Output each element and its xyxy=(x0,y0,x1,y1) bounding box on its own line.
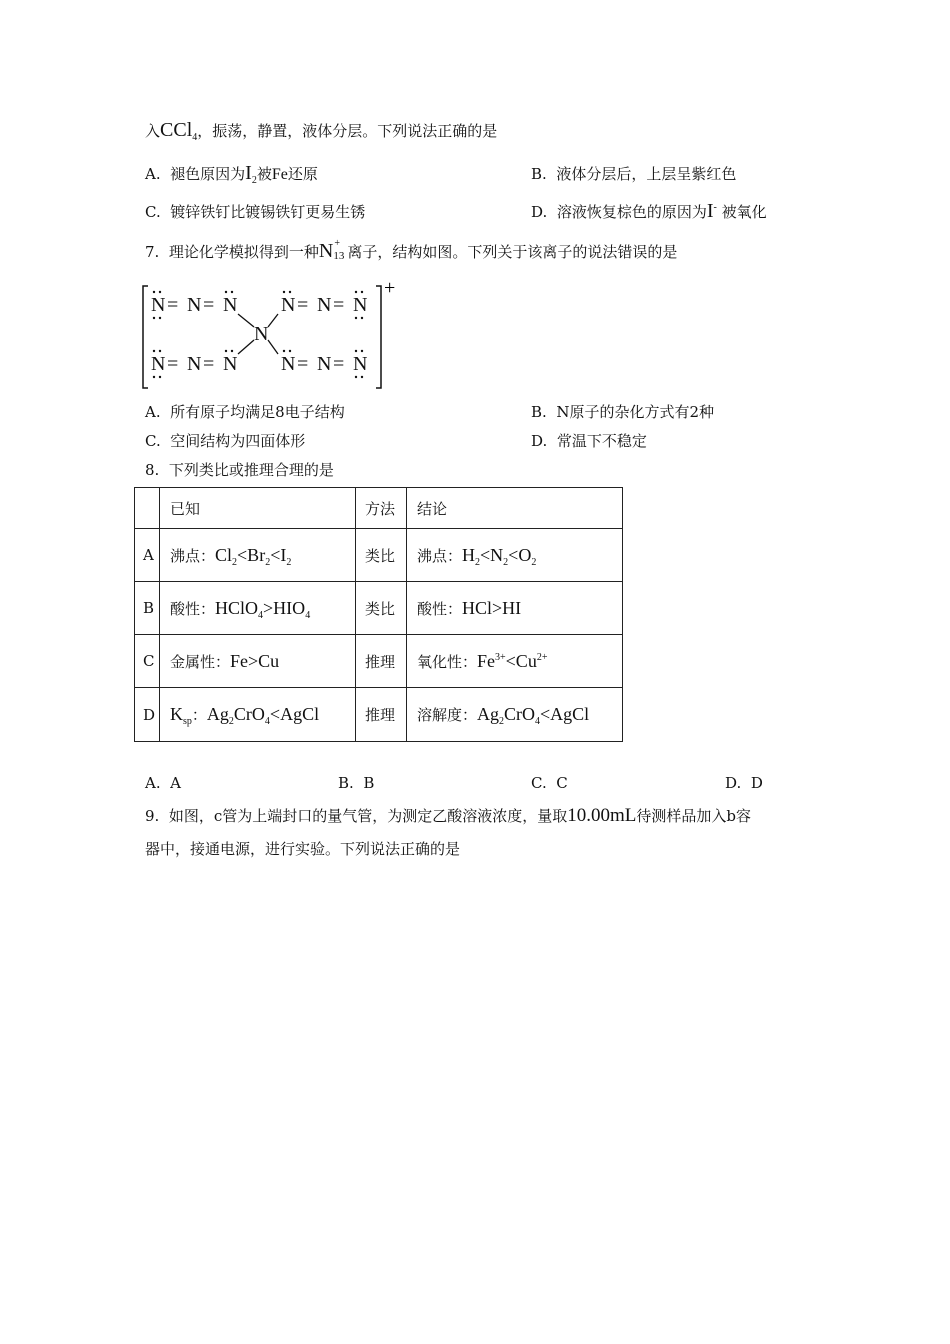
q6-option-b[interactable]: B. 液体分层后，上层呈紫红色 xyxy=(531,165,737,183)
bond-double: = xyxy=(333,294,345,316)
q7-option-d[interactable]: D. 常温下不稳定 xyxy=(531,432,647,450)
bond-double: = xyxy=(297,294,309,316)
bond-double: = xyxy=(203,353,215,375)
q6-option-a[interactable]: A. 褪色原因为$I_2$被Fe还原 xyxy=(145,162,318,186)
ccl4-formula: CCl$_4$ xyxy=(160,119,198,143)
volume-value: 10.00mL xyxy=(567,805,637,826)
q8-answer-a[interactable]: A. A xyxy=(145,774,181,792)
table-row: B 酸性：$HClO_4>HIO_4$ 类比 酸性：HCl>HI xyxy=(135,582,623,635)
header-known: 已知 xyxy=(160,488,356,529)
atom-n: N xyxy=(187,294,202,316)
comparison-table xyxy=(134,487,623,742)
q8-answer-b[interactable]: B. B xyxy=(338,774,375,792)
q7-option-b[interactable]: B. N原子的杂化方式有2种 xyxy=(531,403,715,421)
n13-ion: N + 13 xyxy=(318,238,345,262)
q9-stem-line1: 9. 如图，c管为上端封口的量气管，为测定乙酸溶液浓度，量取10.00mL待测样品加入b容 xyxy=(145,805,752,826)
atom-n: N xyxy=(353,353,368,375)
atom-n-central: N xyxy=(254,323,269,345)
bond-double: = xyxy=(297,353,309,375)
q6-prefix: 入 xyxy=(145,122,161,140)
q7-option-a[interactable]: A. 所有原子均满足8电子结构 xyxy=(145,403,345,421)
bond-double: = xyxy=(203,294,215,316)
header-method: 方法 xyxy=(356,488,407,529)
atom-n: N xyxy=(151,294,166,316)
q7-option-c[interactable]: C. 空间结构为四面体形 xyxy=(145,432,306,450)
atom-n: N xyxy=(281,353,296,375)
atom-n: N xyxy=(151,353,166,375)
q6-option-d[interactable]: D. 溶液恢复棕色的原因为I- 被氧化 xyxy=(531,200,767,222)
n13-structure-diagram xyxy=(138,278,408,393)
table-header-row xyxy=(135,488,623,529)
atom-n: N xyxy=(281,294,296,316)
q8-stem: 8. 下列类比或推理合理的是 xyxy=(145,461,334,479)
charge-plus: + xyxy=(384,278,396,299)
q7-stem: 7. 理论化学模拟得到一种N + 13 离子，结构如图。下列关于该离子的说法错误的是 xyxy=(145,238,678,262)
q6-stem xyxy=(145,119,497,142)
atom-n: N xyxy=(223,353,238,375)
atom-n: N xyxy=(317,294,332,316)
table-row: A 沸点：$Cl_2<Br_2<I_2$ 类比 沸点：$H_2<N_2<O_2$ xyxy=(135,529,623,582)
atom-n: N xyxy=(187,353,202,375)
q9-stem-line2: 器中，接通电源，进行实验。下列说法正确的是 xyxy=(145,840,461,858)
table-row: D $K_{sp}$：$Ag_2CrO_4<AgCl$ 推理 溶解度：$Ag_2CrO_4<AgCl$ xyxy=(135,688,623,742)
atom-n: N xyxy=(353,294,368,316)
atom-n: N xyxy=(317,353,332,375)
bond-double: = xyxy=(167,294,179,316)
q8-answer-c[interactable]: C. C xyxy=(531,774,568,792)
bond-double: = xyxy=(167,353,179,375)
q6-suffix: ，振荡，静置，液体分层。下列说法正确的是 xyxy=(197,122,498,140)
q6-option-c[interactable]: C. 镀锌铁钉比镀锡铁钉更易生锈 xyxy=(145,203,366,221)
bond-double: = xyxy=(333,353,345,375)
header-conclusion: 结论 xyxy=(407,488,623,529)
table-row: C 金属性：Fe>Cu 推理 氧化性：$Fe^{3+}<Cu^{2+}$ xyxy=(135,635,623,688)
q8-answer-d[interactable]: D. D xyxy=(725,774,763,792)
atom-n: N xyxy=(223,294,238,316)
